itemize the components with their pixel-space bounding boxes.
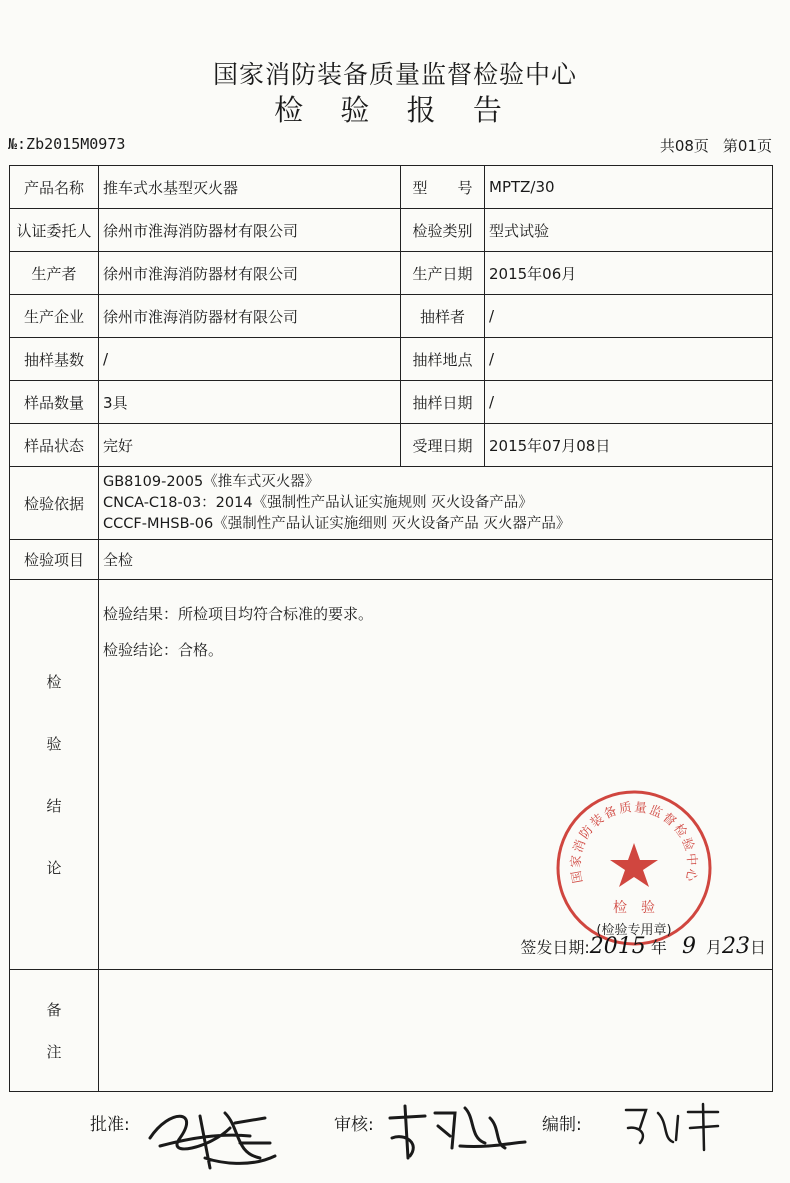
- day-unit: 日: [749, 938, 766, 957]
- seal-text: 国家消防装备质量监督检验中心: [567, 799, 701, 885]
- label-remarks: 备 注: [10, 970, 99, 1092]
- page-number: 第01页: [722, 137, 772, 155]
- issue-day: 23: [721, 934, 750, 959]
- value-test-type: 型式试验: [485, 209, 773, 252]
- year-unit: 年: [650, 938, 667, 957]
- issue-label: 签发日期:: [520, 938, 590, 957]
- value-producer: 徐州市淮海消防器材有限公司: [99, 252, 401, 295]
- basis-line: CNCA-C18-03：2014《强制性产品认证实施规则 灭火设备产品》: [103, 494, 533, 511]
- basis-line: CCCF-MHSB-06《强制性产品认证实施细则 灭火设备产品 灭火器产品》: [103, 515, 571, 532]
- page-info: [660, 135, 772, 156]
- review-label: 审核:: [334, 1115, 374, 1135]
- label-sample-state: 样品状态: [10, 424, 99, 467]
- label-model: 型 号: [401, 166, 485, 209]
- label-sample-place: 抽样地点: [401, 338, 485, 381]
- conclusion-text: [103, 596, 373, 668]
- label-client: 认证委托人: [10, 209, 99, 252]
- report-number: №:Zb2015M0973: [8, 135, 126, 153]
- label-sample-date: 抽样日期: [401, 381, 485, 424]
- label-producer: 生产者: [10, 252, 99, 295]
- value-production-date: 2015年06月: [485, 252, 773, 295]
- test-verdict: 检验结论：合格。: [103, 641, 224, 659]
- reviewer-signature-icon: [380, 1098, 530, 1170]
- report-title: 检 验 报 告: [274, 93, 516, 127]
- remarks-cell: [99, 970, 773, 1092]
- label-sample-quantity: 样品数量: [10, 381, 99, 424]
- label-test-type: 检验类别: [401, 209, 485, 252]
- issue-year: 2015: [589, 934, 646, 959]
- conclusion-cell: [99, 580, 773, 970]
- label-sample-base: 抽样基数: [10, 338, 99, 381]
- value-product-name: 推车式水基型灭火器: [99, 166, 401, 209]
- approver-signature-icon: [140, 1098, 280, 1176]
- seal-note: (检验专用章): [596, 923, 672, 938]
- label-production-date: 生产日期: [401, 252, 485, 295]
- value-sample-date: /: [485, 381, 773, 424]
- approve-label: 批准:: [90, 1115, 130, 1135]
- value-sample-base: /: [99, 338, 401, 381]
- org-title: 国家消防装备质量监督检验中心: [212, 60, 577, 89]
- total-pages: 共08页: [659, 137, 709, 155]
- issue-month: 9: [681, 934, 696, 959]
- label-sampler: 抽样者: [401, 295, 485, 338]
- test-result: 检验结果：所检项目均符合标准的要求。: [103, 605, 374, 623]
- seal-sub: 检 验: [613, 900, 655, 916]
- value-model: MPTZ/30: [485, 166, 773, 209]
- value-basis: [99, 467, 773, 540]
- label-items: 检验项目: [10, 540, 99, 580]
- official-seal-icon: [554, 788, 714, 948]
- value-sample-place: /: [485, 338, 773, 381]
- label-conclusion: 检 验 结 论: [10, 580, 99, 970]
- compile-label: 编制:: [542, 1115, 582, 1135]
- label-product-name: 产品名称: [10, 166, 99, 209]
- basis-line: GB8109-2005《推车式灭火器》: [103, 473, 320, 490]
- value-items: 全检: [99, 540, 773, 580]
- label-factory: 生产企业: [10, 295, 99, 338]
- issue-date: [520, 934, 766, 959]
- compiler-signature-icon: [618, 1098, 738, 1158]
- signature-row: [0, 1098, 790, 1178]
- value-accept-date: 2015年07月08日: [485, 424, 773, 467]
- value-sample-state: 完好: [99, 424, 401, 467]
- report-table: [9, 165, 773, 1092]
- value-client: 徐州市淮海消防器材有限公司: [99, 209, 401, 252]
- month-unit: 月: [705, 938, 722, 957]
- value-factory: 徐州市淮海消防器材有限公司: [99, 295, 401, 338]
- value-sample-quantity: 3具: [99, 381, 401, 424]
- label-basis: 检验依据: [10, 467, 99, 540]
- value-sampler: /: [485, 295, 773, 338]
- label-accept-date: 受理日期: [401, 424, 485, 467]
